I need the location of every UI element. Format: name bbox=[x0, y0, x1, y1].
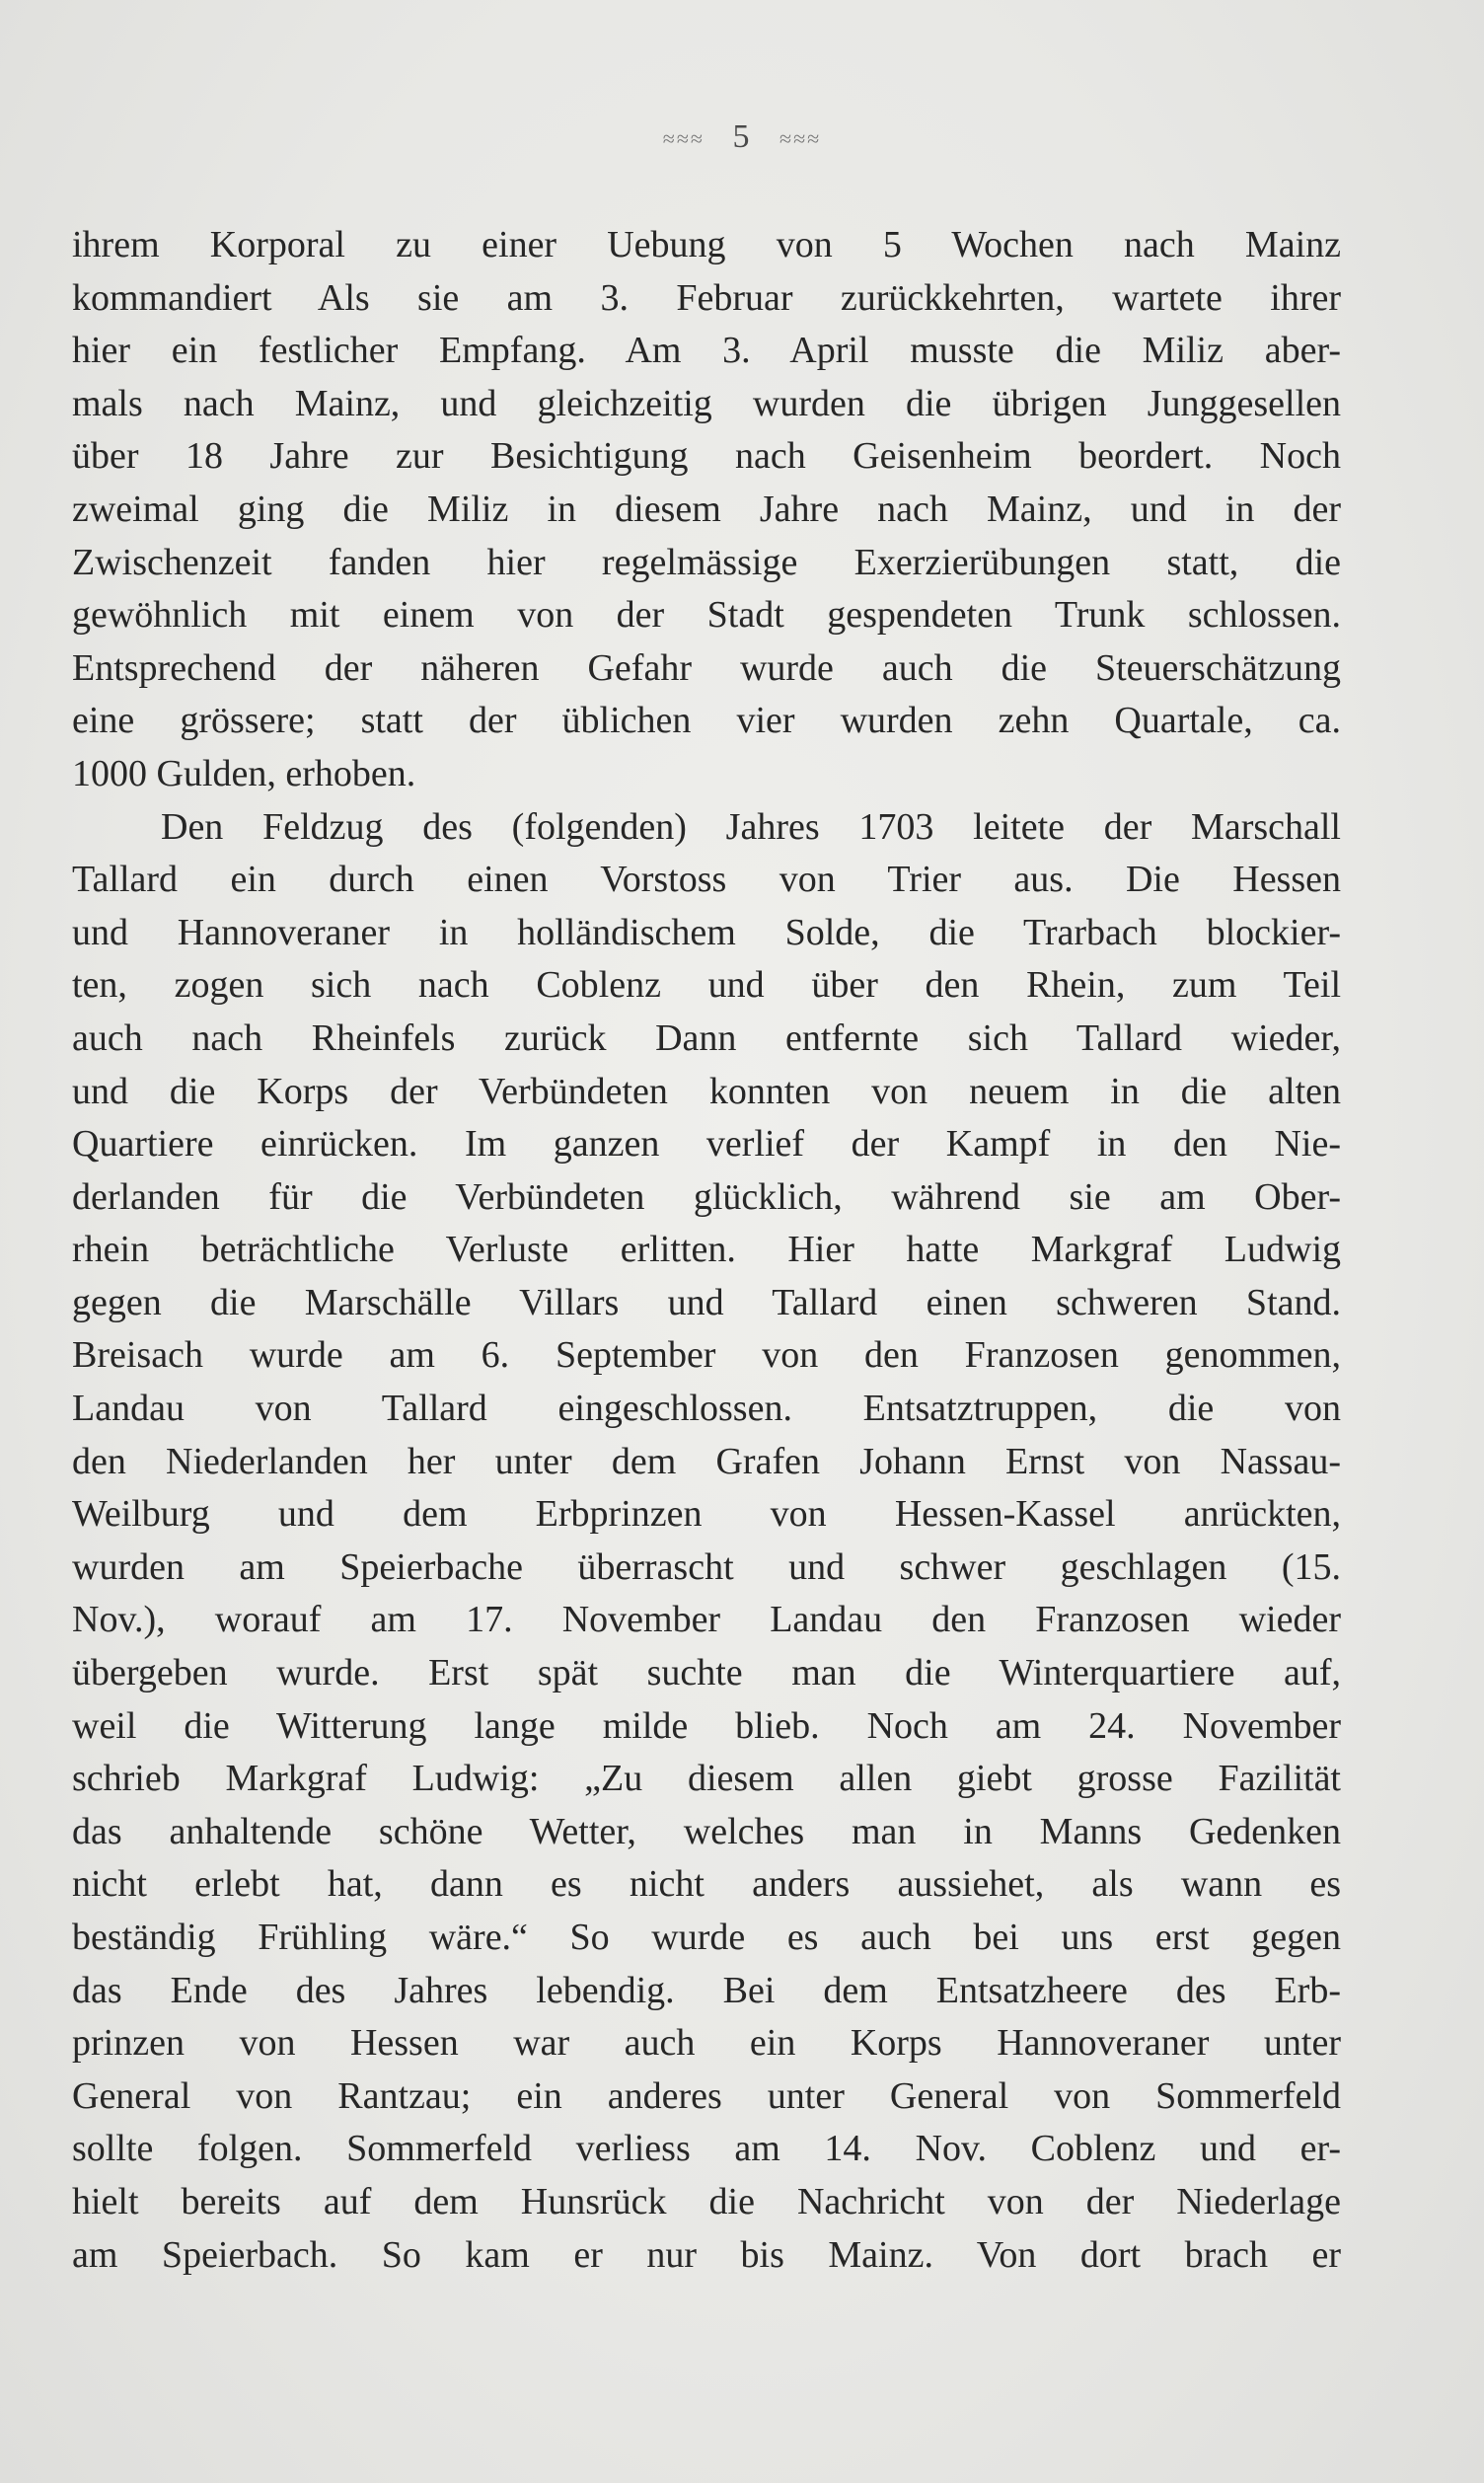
text-line: General von Rantzau; ein anderes unter General von Sommerfeld bbox=[72, 2074, 1341, 2117]
text-line: gegen die Marschälle Villars und Tallard einen schweren Stand. bbox=[72, 1281, 1341, 1323]
text-line: eine grössere; statt der üblichen vier wurden zehn Quartale, ca. bbox=[72, 700, 1341, 742]
text-line: das Ende des Jahres lebendig. Bei dem Entsatzheere des Erb- bbox=[72, 1969, 1341, 2011]
text-line: Tallard ein durch einen Vorstoss von Trier aus. Die Hessen bbox=[72, 859, 1341, 901]
text-line: sollte folgen. Sommerfeld verliess am 14. Nov. Coblenz und er- bbox=[72, 2128, 1341, 2170]
text-line: ihrem Korporal zu einer Uebung von 5 Wochen nach Mainz bbox=[72, 224, 1341, 265]
page-number: 5 bbox=[732, 118, 752, 155]
text-line: übergeben wurde. Erst spät suchte man die Winterquartiere auf, bbox=[72, 1652, 1341, 1694]
text-line: kommandiert Als sie am 3. Februar zurückkehrten, wartete ihrer bbox=[72, 276, 1341, 319]
text-line: ten, zogen sich nach Coblenz und über den Rhein, zum Teil bbox=[72, 964, 1341, 1007]
text-line: und Hannoveraner in holländischem Solde, die Trarbach blockier- bbox=[72, 911, 1341, 953]
text-line: Entsprechend der näheren Gefahr wurde auch die Steuerschätzung bbox=[72, 646, 1341, 689]
text-line: Breisach wurde am 6. September von den Franzosen genommen, bbox=[72, 1334, 1341, 1377]
text-line: rhein beträchtliche Verluste erlitten. Hier hatte Markgraf Ludwig bbox=[72, 1229, 1341, 1271]
ornament-left: ≈≈≈ bbox=[662, 126, 705, 152]
body-text bbox=[72, 219, 1341, 2282]
text-line: über 18 Jahre zur Besichtigung nach Geisenheim beordert. Noch bbox=[72, 435, 1341, 478]
text-line: auch nach Rheinfels zurück Dann entfernte sich Tallard wieder, bbox=[72, 1016, 1341, 1059]
text-line: das anhaltende schöne Wetter, welches man in Manns Gedenken bbox=[72, 1810, 1341, 1852]
text-line: schrieb Markgraf Ludwig: „Zu diesem allen giebt grosse Fazilität bbox=[72, 1758, 1341, 1800]
text-line: wurden am Speierbache überrascht und schwer geschlagen (15. bbox=[72, 1545, 1341, 1588]
text-line: mals nach Mainz, und gleichzeitig wurden die übrigen Junggesellen bbox=[72, 382, 1341, 424]
text-line: nicht erlebt hat, dann es nicht anders aussiehet, als wann es bbox=[72, 1863, 1341, 1906]
page-header bbox=[0, 118, 1484, 156]
text-line: gewöhnlich mit einem von der Stadt gespendeten Trunk schlossen. bbox=[72, 594, 1341, 637]
text-line: weil die Witterung lange milde blieb. Noch am 24. November bbox=[72, 1704, 1341, 1747]
text-line: Weilburg und dem Erbprinzen von Hessen-Kassel anrückten, bbox=[72, 1493, 1341, 1536]
paragraph-end-line: 1000 Gulden, erhoben. bbox=[72, 752, 416, 794]
text-line: derlanden für die Verbündeten glücklich, während sie am Ober- bbox=[72, 1175, 1341, 1218]
text-line: beständig Frühling wäre.“ So wurde es auch bei uns erst gegen bbox=[72, 1917, 1341, 1958]
text-line: Quartiere einrücken. Im ganzen verlief der Kampf in den Nie- bbox=[72, 1123, 1341, 1166]
text-line: Nov.), worauf am 17. November Landau den Franzosen wieder bbox=[72, 1599, 1341, 1641]
text-line: hielt bereits auf dem Hunsrück die Nachricht von der Niederlage bbox=[72, 2180, 1341, 2222]
paragraph-start-line: Den Feldzug des (folgenden) Jahres 1703 leitete der Marschall bbox=[161, 805, 1341, 848]
text-line: am Speierbach. So kam er nur bis Mainz. Von dort brach er bbox=[72, 2233, 1341, 2276]
text-line: den Niederlanden her unter dem Grafen Johann Ernst von Nassau- bbox=[72, 1440, 1341, 1482]
text-line: zweimal ging die Miliz in diesem Jahre nach Mainz, und in der bbox=[72, 488, 1341, 530]
ornament-right: ≈≈≈ bbox=[779, 126, 822, 152]
text-line: hier ein festlicher Empfang. Am 3. April musste die Miliz aber- bbox=[72, 330, 1341, 372]
text-line: Landau von Tallard eingeschlossen. Entsatztruppen, die von bbox=[72, 1388, 1341, 1430]
text-line: prinzen von Hessen war auch ein Korps Hannoveraner unter bbox=[72, 2022, 1341, 2065]
text-line: Zwischenzeit fanden hier regelmässige Exerzierübungen statt, die bbox=[72, 541, 1341, 583]
text-line: und die Korps der Verbündeten konnten von neuem in die alten bbox=[72, 1070, 1341, 1112]
